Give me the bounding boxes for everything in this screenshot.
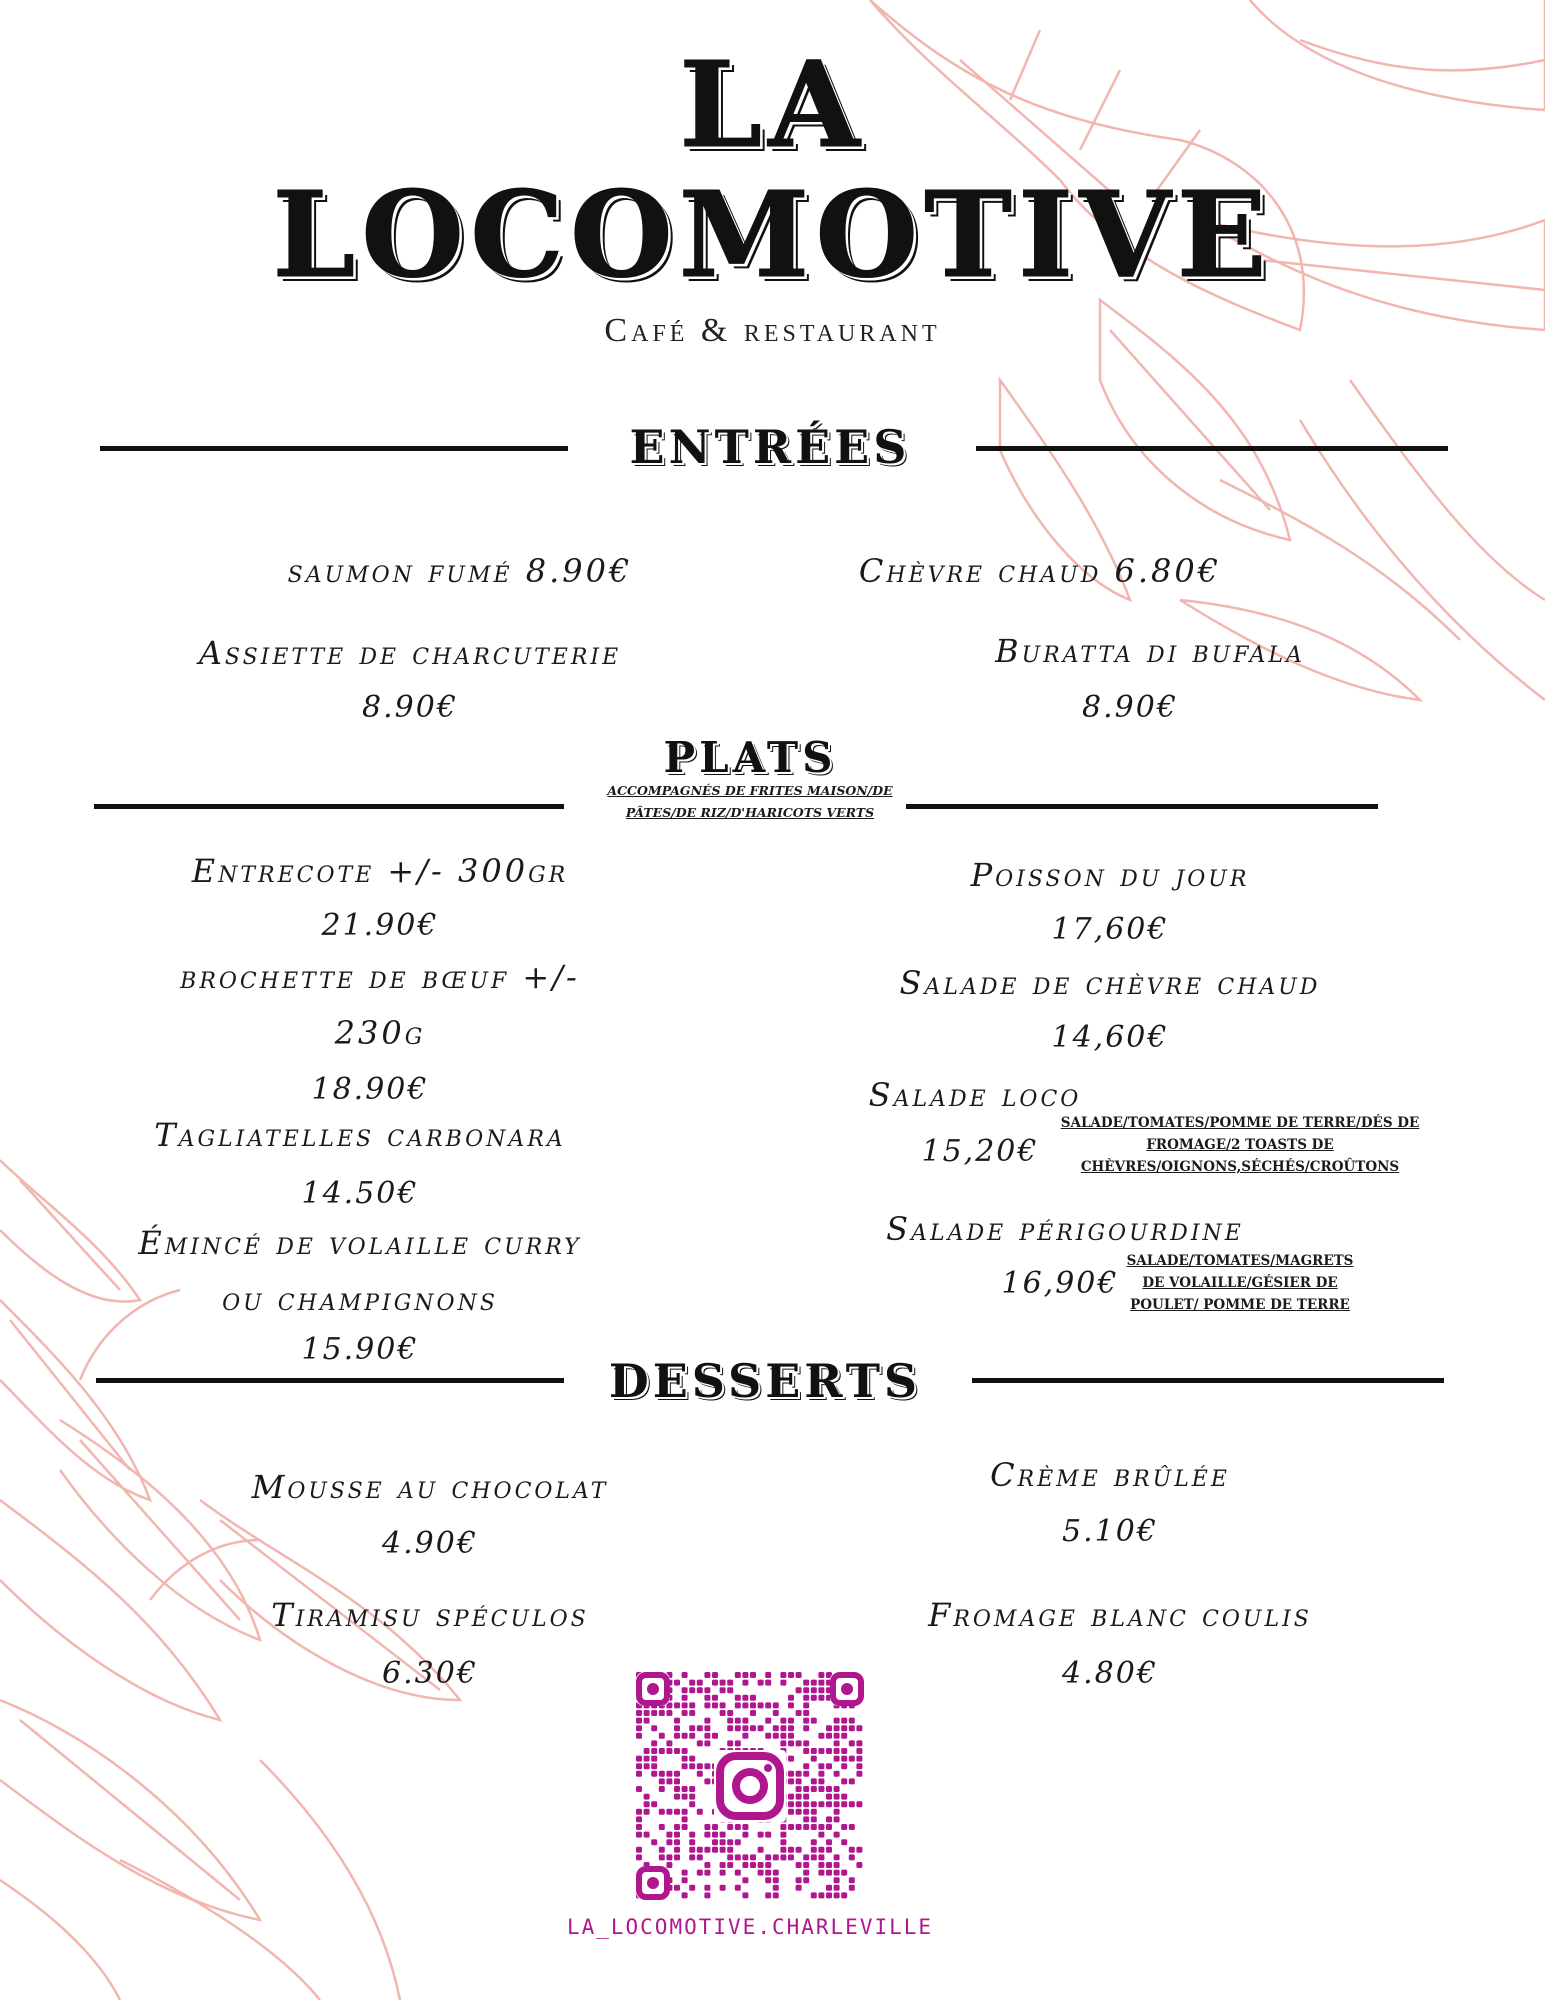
menu-item-price: 17,60€ bbox=[1051, 912, 1169, 947]
instagram-qr-code[interactable] bbox=[636, 1672, 864, 1900]
description-line: FROMAGE/2 TOASTS DE bbox=[1146, 1137, 1334, 1153]
menu-item-price: 4.80€ bbox=[1062, 1656, 1158, 1691]
menu-item-name: Tiramisu spéculos bbox=[271, 1596, 589, 1634]
menu-item-price: 14.50€ bbox=[301, 1176, 419, 1211]
note-line: ACCOMPAGNÉS DE FRITES MAISON/DE bbox=[607, 783, 893, 798]
menu-item-name: Salade périgourdine bbox=[886, 1210, 1244, 1248]
description-line: SALADE/TOMATES/MAGRETS bbox=[1126, 1253, 1354, 1269]
menu-item-price: 14,60€ bbox=[1051, 1020, 1169, 1055]
divider-left bbox=[100, 446, 568, 451]
menu-item-name-continued: 230g bbox=[334, 1014, 426, 1052]
menu-item-price: 4.90€ bbox=[382, 1526, 478, 1561]
description-line: DE VOLAILLE/GÉSIER DE bbox=[1142, 1275, 1338, 1291]
menu-item-name: brochette de bœuf +/- bbox=[180, 958, 580, 996]
restaurant-name-line1: LA bbox=[679, 35, 866, 174]
menu-item-name: Buratta di bufala bbox=[995, 632, 1305, 670]
menu-item-name-continued: ou champignons bbox=[222, 1280, 498, 1318]
menu-item-name: Salade de chèvre chaud bbox=[899, 964, 1321, 1002]
description-line: POULET/ POMME DE TERRE bbox=[1130, 1297, 1350, 1313]
note-line: PÂTES/DE RIZ/D'HARICOTS VERTS bbox=[625, 805, 875, 820]
menu-item-name: Crème brûlée bbox=[990, 1456, 1230, 1494]
menu-item-name: Poisson du jour bbox=[970, 856, 1250, 894]
divider-left bbox=[96, 1378, 564, 1383]
instagram-icon bbox=[714, 1750, 786, 1822]
section-heading-desserts: DESSERTS bbox=[608, 1354, 922, 1408]
restaurant-subtitle: Café & restaurant bbox=[604, 312, 941, 349]
menu-item-name: Émincé de volaille curry bbox=[138, 1224, 582, 1262]
section-heading-entrees: ENTRÉES bbox=[629, 420, 911, 474]
instagram-handle[interactable]: LA_LOCOMOTIVE.CHARLEVILLE bbox=[566, 1915, 934, 1939]
menu-item-price: 21.90€ bbox=[321, 908, 439, 943]
menu-item-price: 8.90€ bbox=[1082, 690, 1178, 725]
menu-item-description bbox=[1050, 1112, 1430, 1178]
section-heading-plats: PLATS bbox=[663, 733, 837, 782]
menu-item-description bbox=[1110, 1250, 1370, 1316]
menu-item-price: 6.30€ bbox=[382, 1656, 478, 1691]
menu-item-price: 15,20€ bbox=[921, 1134, 1039, 1169]
menu-item-name: Fromage blanc coulis bbox=[928, 1596, 1312, 1634]
menu-item-name: Mousse au chocolat bbox=[251, 1468, 609, 1506]
menu-item-price: 18.90€ bbox=[311, 1072, 429, 1107]
menu-item-name: Salade loco bbox=[868, 1076, 1082, 1114]
divider-right bbox=[976, 446, 1448, 451]
restaurant-name-line2: LOCOMOTIVE bbox=[272, 165, 1273, 304]
menu-item-name: saumon fumé 8.90€ bbox=[287, 552, 633, 590]
menu-item-price: 8.90€ bbox=[362, 690, 458, 725]
menu-item-price: 16,90€ bbox=[1001, 1266, 1119, 1301]
menu-item-price: 5.10€ bbox=[1062, 1514, 1158, 1549]
divider-left bbox=[94, 804, 564, 809]
menu-item-name: Assiette de charcuterie bbox=[198, 634, 622, 672]
plats-sides-note bbox=[555, 780, 945, 824]
menu-item-name: Tagliatelles carbonara bbox=[154, 1116, 566, 1154]
menu-item-name: Entrecote +/- 300gr bbox=[191, 852, 569, 890]
divider-right bbox=[972, 1378, 1444, 1383]
description-line: CHÈVRES/OIGNONS,SÉCHÉS/CROÛTONS bbox=[1080, 1159, 1400, 1175]
description-line: SALADE/TOMATES/POMME DE TERRE/DÉS DE bbox=[1060, 1115, 1420, 1131]
menu-item-name: Chèvre chaud 6.80€ bbox=[858, 552, 1222, 590]
menu-item-price: 15.90€ bbox=[301, 1332, 419, 1367]
divider-right bbox=[906, 804, 1378, 809]
